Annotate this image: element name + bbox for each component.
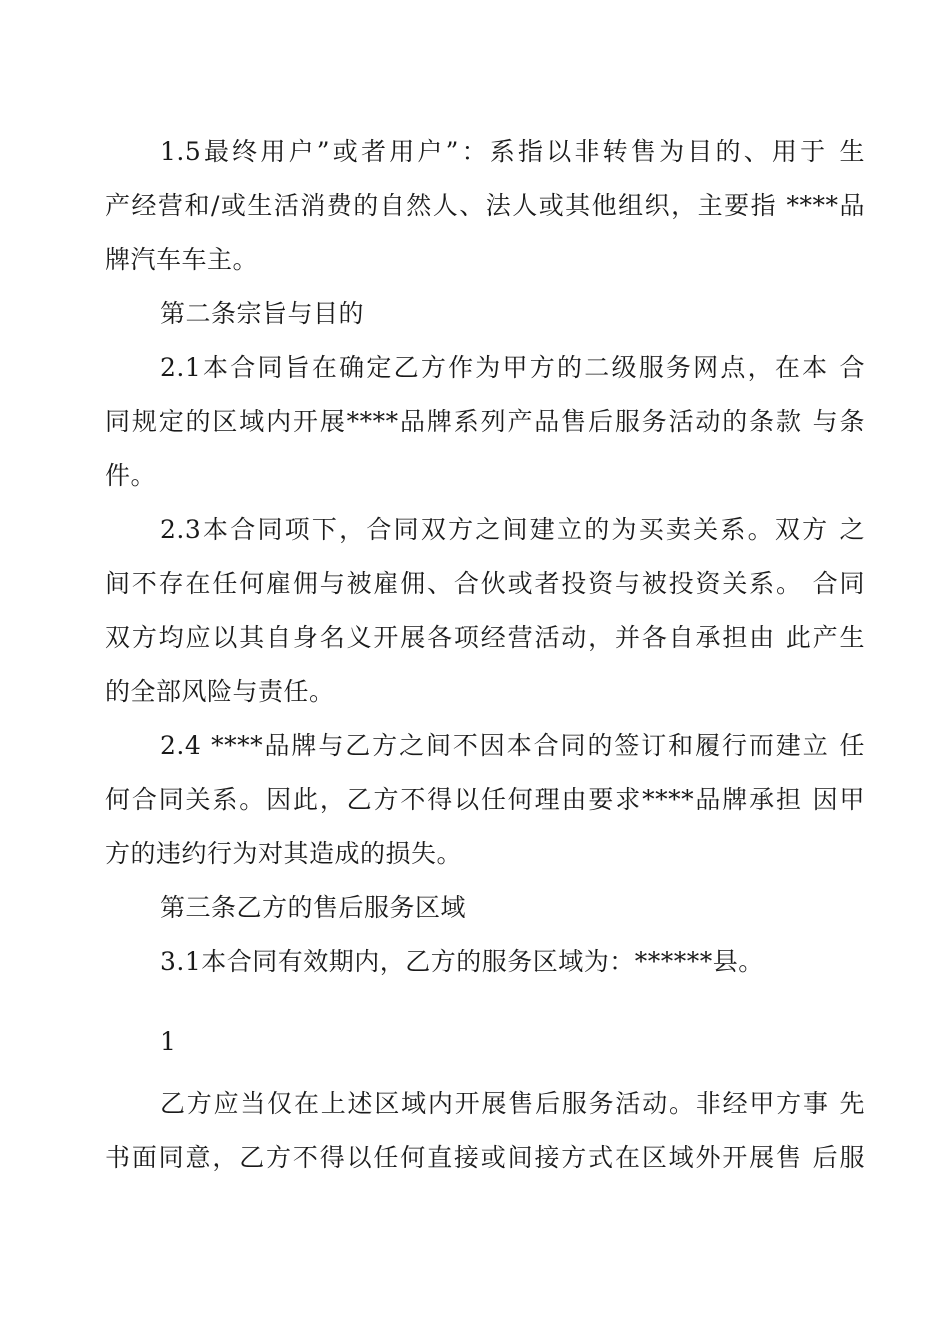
paragraph-1-5-line-1: 1.5最终用户”或者用户”：系指以非转售为目的、用于 生 [160,137,865,166]
paragraph-2-1-line-3: 件。 [105,461,157,490]
page-number: 1 [160,1027,176,1056]
paragraph-2-3-line-1: 2.3本合同项下，合同双方之间建立的为买卖关系。双方 之 [160,515,865,544]
paragraph-2-4-line-3: 方的违约行为对其造成的损失。 [105,839,463,868]
article-2-heading: 第二条宗旨与目的 [160,299,365,328]
continuation-line-1: 乙方应当仅在上述区域内开展售后服务活动。非经甲方事 先 [160,1089,865,1118]
paragraph-2-1-line-1: 2.1本合同旨在确定乙方作为甲方的二级服务网点，在本 合 [160,353,865,382]
paragraph-2-4-line-2: 何合同关系。因此，乙方不得以任何理由要求****品牌承担 因甲 [105,785,865,814]
paragraph-1-5-line-3: 牌汽车车主。 [105,245,259,274]
paragraph-2-1-line-2: 同规定的区域内开展****品牌系列产品售后服务活动的条款 与条 [105,407,865,436]
continuation-line-2: 书面同意，乙方不得以任何直接或间接方式在区域外开展售 后服 [105,1143,865,1172]
paragraph-2-3-line-2: 间不存在任何雇佣与被雇佣、合伙或者投资与被投资关系。 合同 [105,569,865,598]
paragraph-2-4-line-1: 2.4 ****品牌与乙方之间不因本合同的签订和履行而建立 任 [160,731,865,760]
paragraph-2-3-line-3: 双方均应以其自身名义开展各项经营活动，并各自承担由 此产生 [105,623,865,652]
paragraph-3-1-line-1: 3.1本合同有效期内，乙方的服务区域为：******县。 [160,947,764,976]
paragraph-2-3-line-4: 的全部风险与责任。 [105,677,335,706]
article-3-heading: 第三条乙方的售后服务区域 [160,893,467,922]
paragraph-1-5-line-2: 产经营和/或生活消费的自然人、法人或其他组织，主要指 ****品 [105,191,865,220]
